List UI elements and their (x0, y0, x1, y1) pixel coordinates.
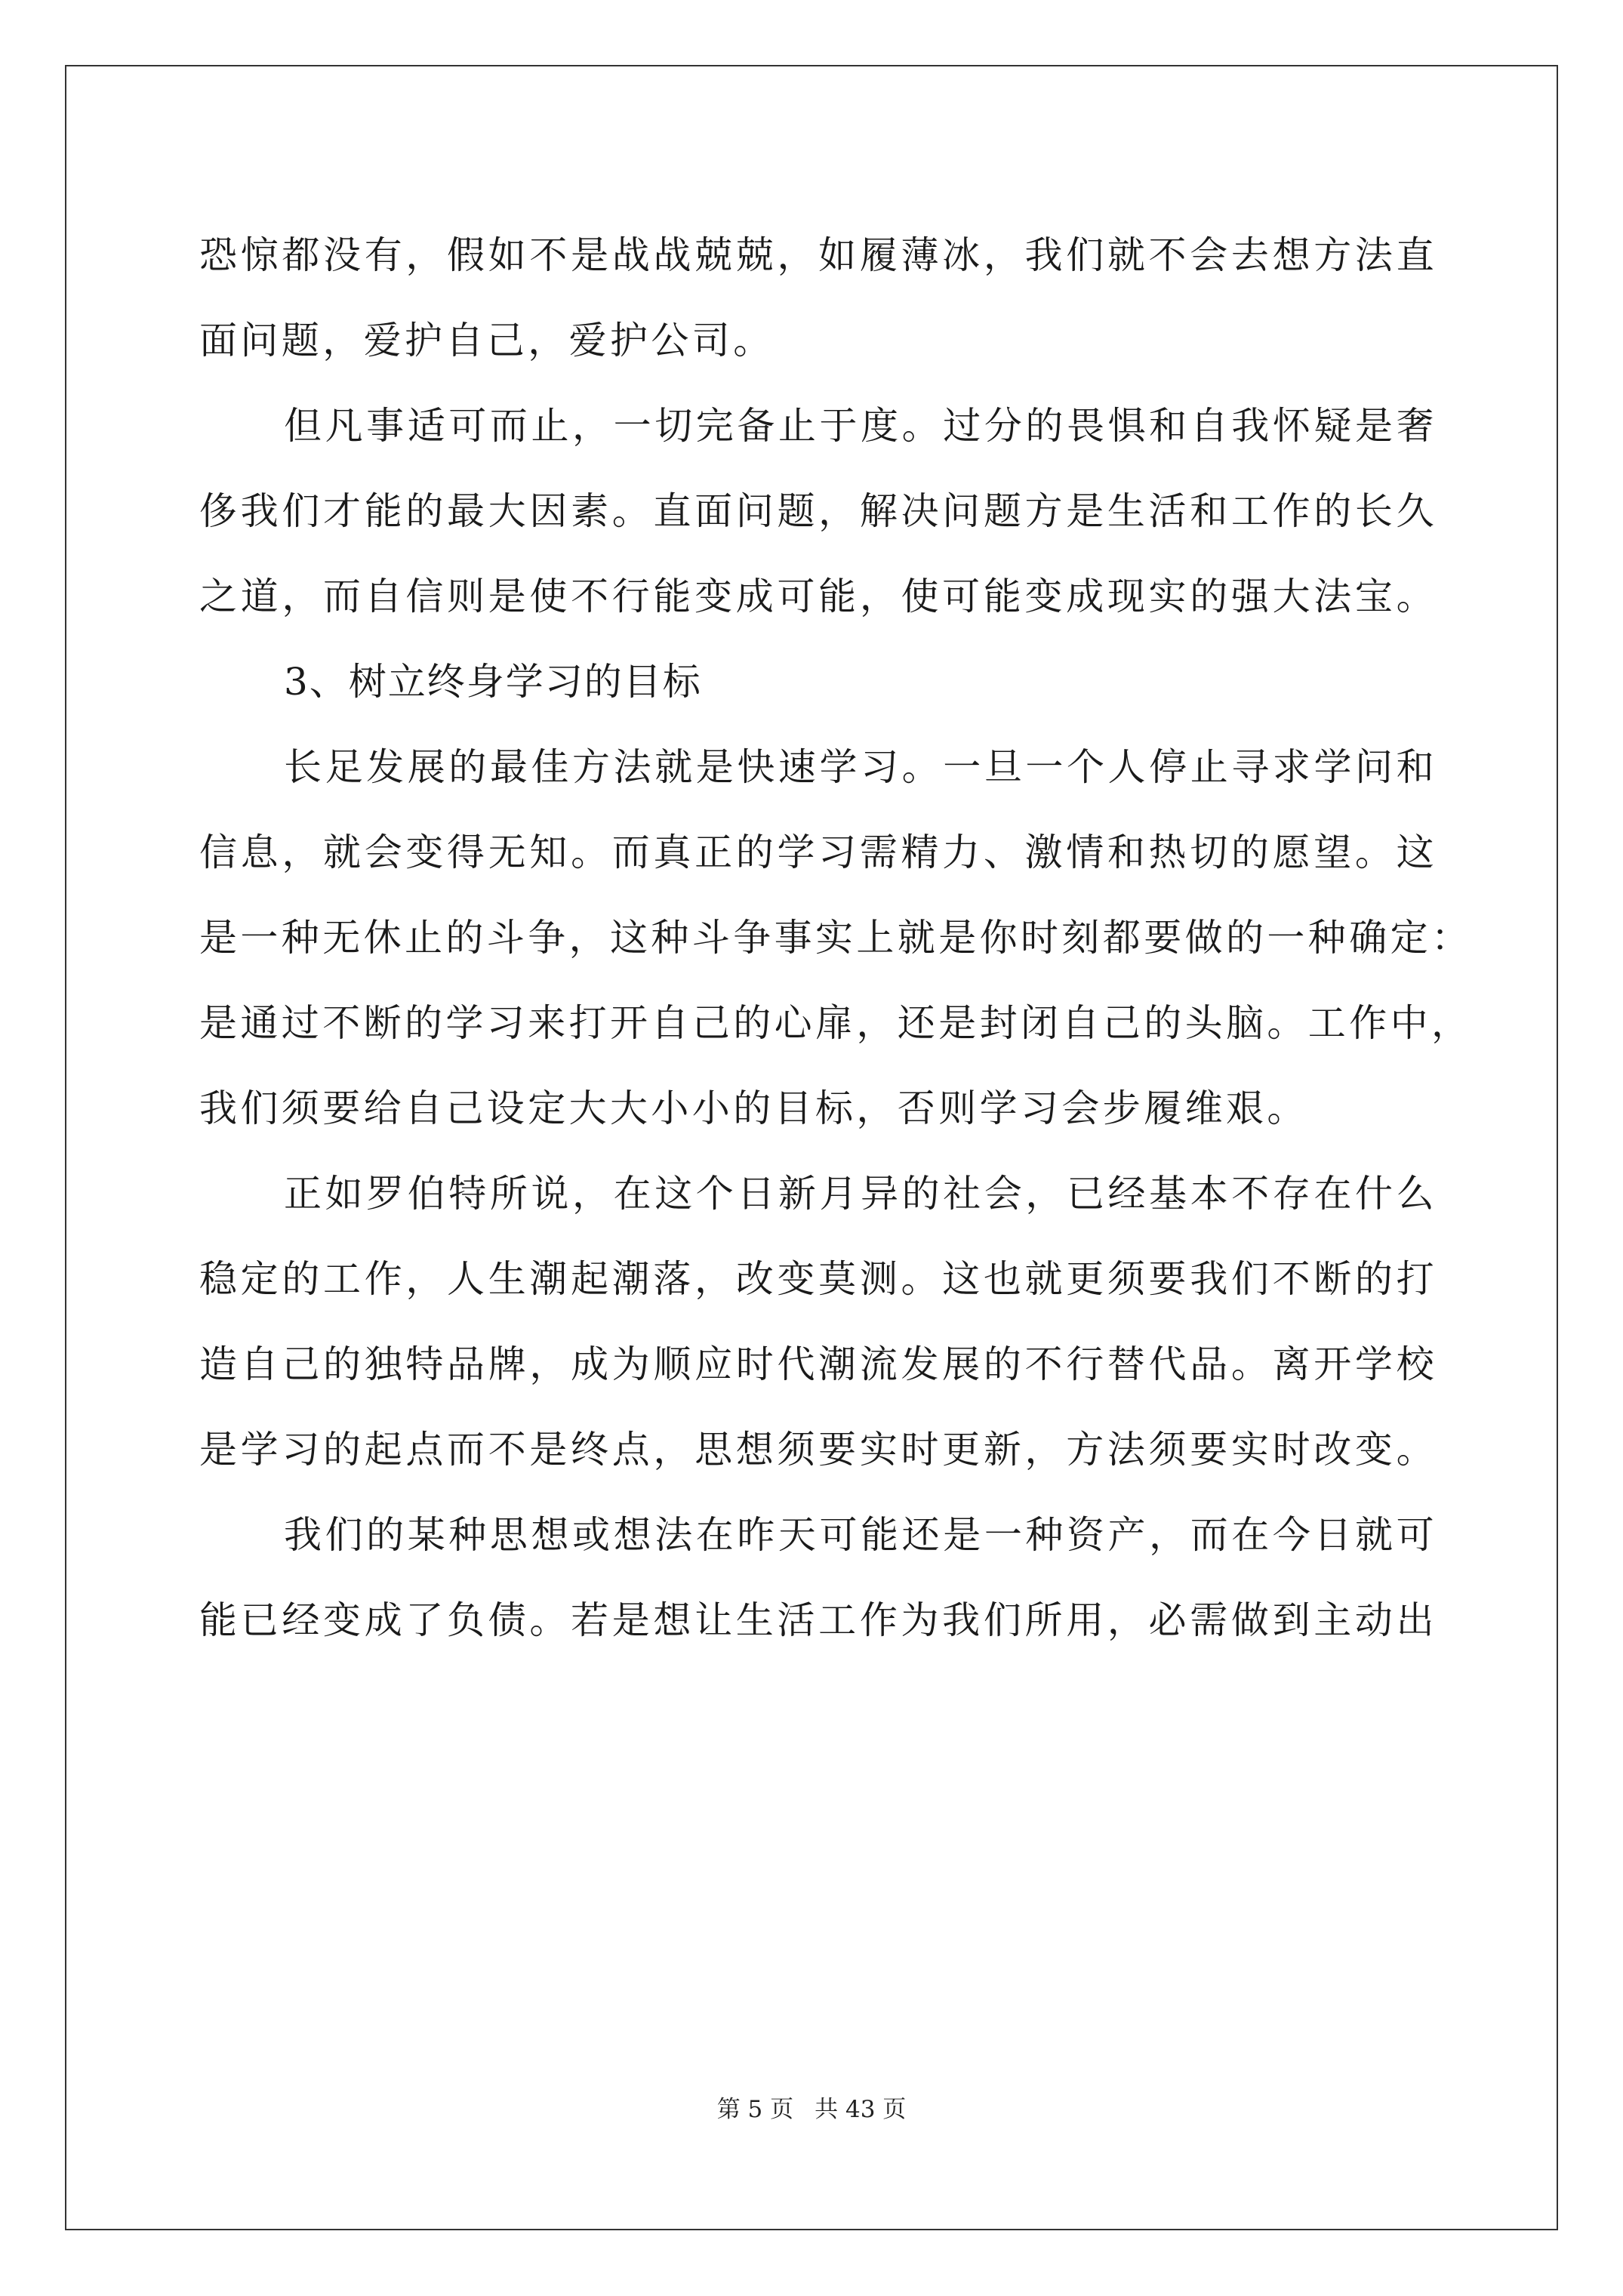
text-line: 能已经变成了负债。若是想让生活工作为我们所用，必需做到主动出 (199, 1598, 1437, 1642)
text-line: 面问题，爱护自己，爱护公司。 (199, 319, 775, 362)
paragraph-first-line: 长足发展的最佳方法就是快速学习。一旦一个人停止寻求学问和 (284, 745, 1437, 789)
document-body (199, 213, 1473, 1663)
text-line: 造自己的独特品牌，成为顺应时代潮流发展的不行替代品。离开学校 (199, 1342, 1437, 1386)
text-line: 是一种无休止的斗争，这种斗争事实上就是你时刻都要做的一种确定： (199, 916, 1473, 960)
text-line: 侈我们才能的最大因素。直面问题，解决问题方是生活和工作的长久 (199, 489, 1437, 533)
text-line: 信息，就会变得无知。而真正的学习需精力、激情和热切的愿望。这 (199, 831, 1437, 874)
page-number: 第 5 页 (716, 2096, 794, 2123)
page-footer (0, 2094, 1623, 2125)
paragraph-first-line: 正如罗伯特所说，在这个日新月异的社会，已经基本不存在什么 (284, 1172, 1437, 1216)
page-total: 共 43 页 (815, 2096, 907, 2123)
text-line: 恐惊都没有，假如不是战战兢兢，如履薄冰，我们就不会去想方法直 (199, 233, 1437, 277)
text-line: 稳定的工作，人生潮起潮落，改变莫测。这也就更须要我们不断的打 (199, 1257, 1437, 1301)
text-line: 是通过不断的学习来打开自己的心扉，还是封闭自己的头脑。工作中， (199, 1001, 1473, 1045)
paragraph-first-line: 但凡事适可而止，一切完备止于度。过分的畏惧和自我怀疑是奢 (284, 404, 1437, 448)
text-line: 我们须要给自己设定大大小小的目标，否则学习会步履维艰。 (199, 1086, 1308, 1130)
paragraph-first-line: 我们的某种思想或想法在昨天可能还是一种资产，而在今日就可 (284, 1513, 1437, 1557)
text-line: 之道，而自信则是使不行能变成可能，使可能变成现实的强大法宝。 (199, 575, 1437, 618)
text-line: 是学习的起点而不是终点，思想须要实时更新，方法须要实时改变。 (199, 1428, 1437, 1472)
section-heading: 3、树立终身学习的目标 (284, 660, 702, 704)
